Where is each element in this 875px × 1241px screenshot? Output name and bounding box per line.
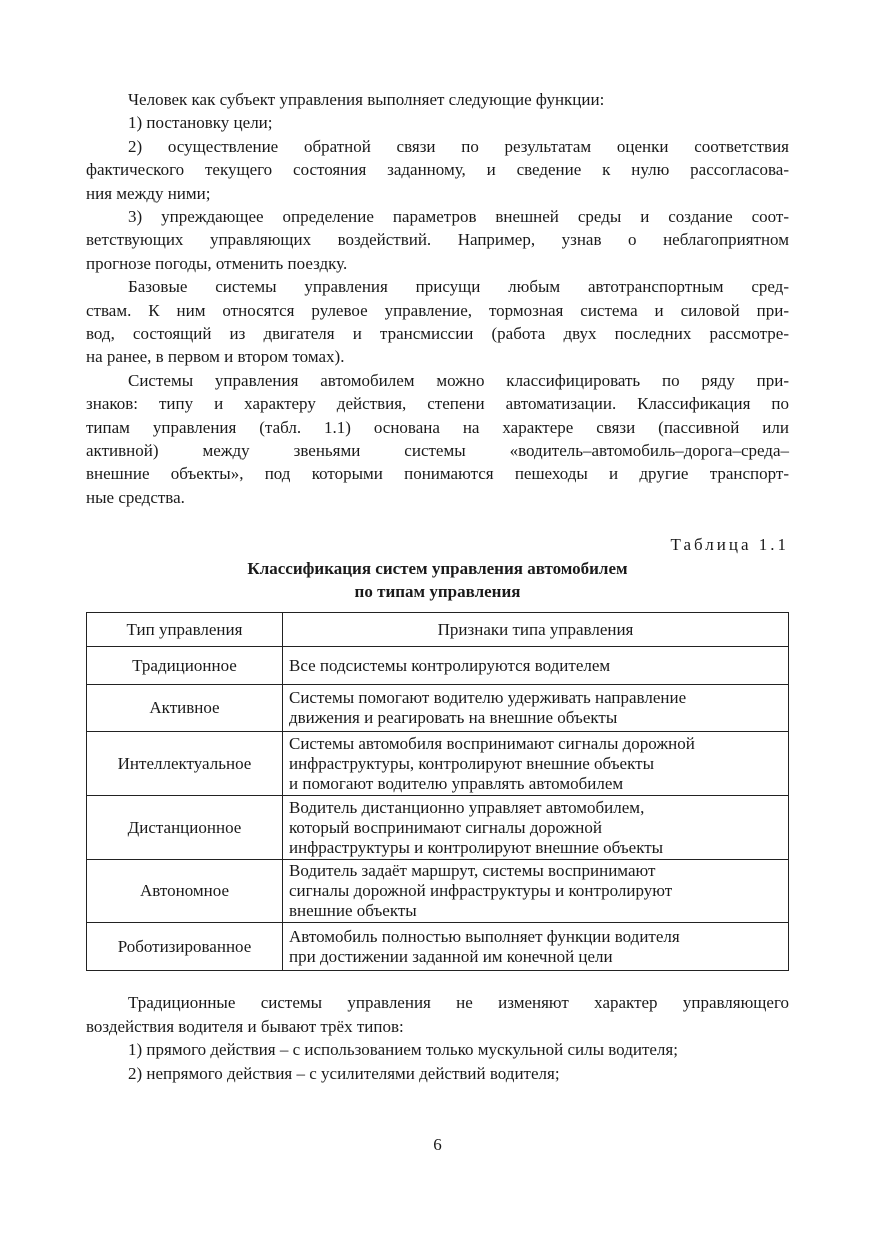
page-number: 6 [433,1135,442,1154]
text-line: ния между ними; [86,183,211,203]
table-row [87,796,789,860]
text-line: ные средства. [86,487,185,507]
text-line: 2) непрямого действия – с усилителями действий водителя; [128,1063,560,1083]
table-row [87,860,789,923]
table-caption: Таблица 1.1 [670,535,789,554]
cell-type: Дистанционное [87,796,283,860]
text-line: Человек как субъект управления выполняет следующие функции: [128,90,605,109]
cell-line: инфраструктуры, контролируют внешние объекты [289,753,654,773]
table-title-line-1: Классификация систем управления автомобилем [247,559,628,578]
cell-line: движения и реагировать на внешние объекты [289,708,618,727]
table-row [87,923,789,971]
cell-line: Автомобиль полностью выполняет функции водителя [289,926,680,946]
table-row [87,732,789,796]
cell-type: Активное [87,685,283,732]
cell-line: сигналы дорожной инфраструктуры и контролируют [289,881,673,900]
cell-features [283,796,789,860]
text-line: 3) упреждающее определение параметров внешней среды и создание соот- [128,207,789,226]
cell-features [283,860,789,923]
text-line: Традиционные системы управления не изменяют характер управляющего [128,993,789,1012]
cell-line: Все подсистемы контролируются водителем [289,655,611,675]
cell-type: Роботизированное [87,923,283,971]
cell-type: Интеллектуальное [87,732,283,796]
text-line: воздействия водителя и бывают трёх типов: [86,1016,404,1036]
header-features: Признаки типа управления [283,613,789,647]
cell-line: Водитель дистанционно управляет автомобилем, [289,797,645,817]
classification-table [86,612,789,971]
cell-features [283,685,789,732]
cell-line: Системы автомобиля воспринимают сигналы дорожной [289,733,695,753]
table-title-line-2: по типам управления [354,582,521,601]
table-row [87,685,789,732]
cell-line: внешние объекты [289,901,417,920]
cell-features [283,923,789,971]
cell-type: Традиционное [87,647,283,685]
text-line: ствам. К ним относятся рулевое управление, тормозная система и силовой при- [86,300,789,320]
text-line: Системы управления автомобилем можно классифицировать по ряду при- [128,370,789,390]
cell-line: Системы помогают водителю удерживать направление [289,688,687,707]
text-line: прогнозе погоды, отменить поездку. [86,253,348,273]
text-line: на ранее, в первом и втором томах). [86,347,345,367]
text-line: Базовые системы управления присущи любым автотранспортным сред- [128,277,789,297]
table-header-row [87,613,789,647]
cell-line: и помогают водителю управлять автомобилем [289,773,624,793]
text-line: вод, состоящий из двигателя и трансмиссии (работа двух последних рассмотре- [86,324,789,343]
text-line: фактического текущего состояния заданному, и сведение к нулю рассогласова- [86,160,789,180]
header-type: Тип управления [87,613,283,647]
cell-line: инфраструктуры и контролируют внешние объекты [289,837,664,857]
text-line: активной) между звеньями системы «водитель–автомобиль–дорога–среда– [86,441,789,460]
cell-features [283,647,789,685]
cell-features [283,732,789,796]
text-line: знаков: типу и характеру действия, степени автоматизации. Классификация по [86,394,789,414]
cell-line: Водитель задаёт маршрут, системы воспринимают [289,861,656,880]
text-line: 1) постановку цели; [128,113,273,133]
cell-line: при достижении заданной им конечной цели [289,946,613,966]
text-line: 2) осуществление обратной связи по результатам оценки соответствия [128,136,789,156]
table-row [87,647,789,685]
text-line: внешние объекты», под которыми понимаются пешеходы и другие транспорт- [86,464,789,484]
cell-type: Автономное [87,860,283,923]
cell-line: который воспринимают сигналы дорожной [289,817,602,837]
text-line: ветствующих управляющих воздействий. Например, узнав о неблагоприятном [86,230,789,250]
text-line: типам управления (табл. 1.1) основана на характере связи (пассивной или [86,417,789,437]
text-line: 1) прямого действия – с использованием только мускульной силы водителя; [128,1040,678,1060]
